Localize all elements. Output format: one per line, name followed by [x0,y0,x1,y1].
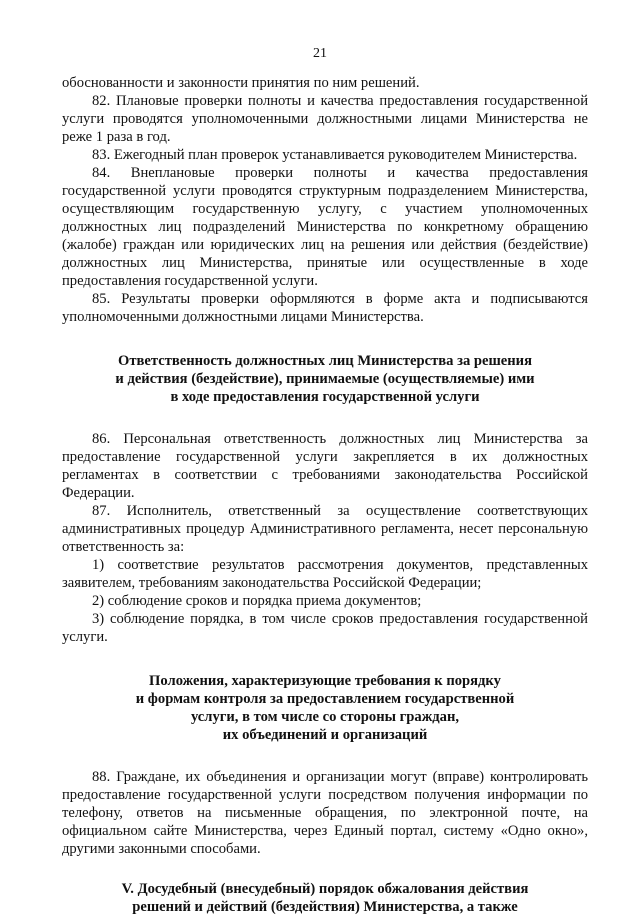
heading-line: Ответственность должностных лиц Министерства за решения [118,353,532,369]
paragraph-83: 83. Ежегодный план проверок устанавливается руководителем Министерства. [92,147,578,163]
section-heading-responsibility [62,352,588,406]
paragraph-88: 88. Граждане, их объединения и организации могут (вправе) контролировать предоставление государственной услуги посредством получения информации по телефону, ответов на письменные обращения, по электронной почте, на официальном сайте Министерства, через Единый портал, систему «Одно окно», другими законными способами. [62,769,588,857]
paragraph-continuation: обоснованности и законности принятия по ним решений. [62,75,420,91]
heading-line: V. Досудебный (внесудебный) порядок обжалования действия [121,881,529,897]
spacer [62,406,588,430]
paragraph-85: 85. Результаты проверки оформляются в форме акта и подписываются уполномоченными должностными лицами Министерства. [62,291,588,325]
heading-line: услуги, в том числе со стороны граждан, [190,709,460,725]
heading-line: в ходе предоставления государственной услуги [170,389,480,405]
paragraph-82: 82. Плановые проверки полноты и качества предоставления государственной услуги проводятся уполномоченными должностными лицами Министерства не реже 1 раза в год. [62,93,588,145]
spacer [62,858,588,880]
document-body [62,74,588,916]
heading-line: Положения, характеризующие требования к порядку [149,673,501,689]
paragraph-87: 87. Исполнитель, ответственный за осуществление соответствующих административных процедур Административного регламента, несет персональную ответственность за: [62,503,588,555]
spacer [62,326,588,352]
section-heading-control-forms [62,672,588,744]
section-heading-appeal [62,880,588,916]
list-item-3: 3) соблюдение порядка, в том числе сроков предоставления государственной услуги. [62,611,588,645]
spacer [62,646,588,672]
page-number: 21 [313,46,327,61]
heading-line: их объединений и организаций [222,727,428,743]
heading-line: и формам контроля за предоставлением государственной [135,691,515,707]
list-item-1: 1) соответствие результатов рассмотрения документов, представленных заявителем, требованиям законодательства Российской Федерации; [62,557,588,591]
paragraph-86: 86. Персональная ответственность должностных лиц Министерства за предоставление государственной услуги закрепляется в их должностных регламентах в соответствии с требованиями законодательства Российской Федерации. [62,431,588,501]
list-item-2: 2) соблюдение сроков и порядка приема документов; [92,593,422,609]
spacer [62,744,588,768]
heading-line: решений и действий (бездействия) Министерства, а также [132,899,518,915]
paragraph-84: 84. Внеплановые проверки полноты и качества предоставления государственной услуги проводятся структурным подразделением Министерства, осуществляющим государственную услугу, с участием уполномоченных должностных лиц подразделений Министерства по конкретному обращению (жалобе) граждан или юридических лиц на решения или действия (бездействие) должностных лиц Министерства, принятые или осуществленные в ходе предоставления государственной услуги. [62,165,588,289]
heading-line: и действия (бездействие), принимаемые (осуществляемые) ими [115,371,535,387]
